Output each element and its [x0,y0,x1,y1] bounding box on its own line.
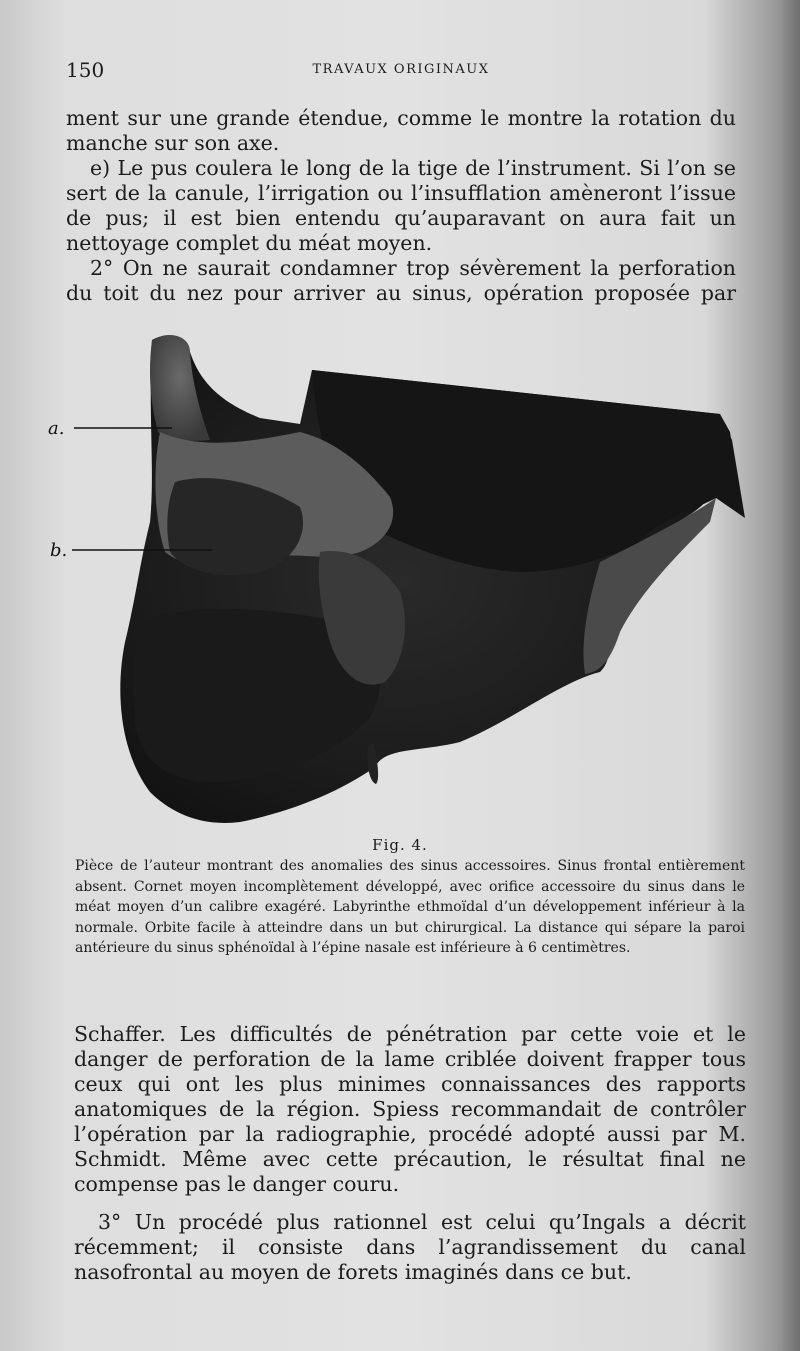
paragraph-ingals: 3° Un procédé plus rationnel est celui qu’Ingals a décrit récemment; il consiste dans l’agrandissement du canal nasofrontal au moyen de forets imaginés dans ce but. [74,1210,746,1284]
label-a: a. [48,418,65,439]
figure-caption: Pièce de l’auteur montrant des anomalies des sinus accessoires. Sinus frontal entièrement absent. Cornet moyen incomplètement développé, avec orifice accessoire du sinus dans le méat moyen d’un calibre exagéré. Labyrinthe ethmoïdal d’un développement inférieur à la normale. Orbite facile à atteindre dans un but chirurgical. La distance qui sépare la paroi antérieure du sinus sphénoïdal à l’épine nasale est inférieure à 6 centimètres. [75,858,745,956]
paragraph-pus: e) Le pus coulera le long de la tige de l’instrument. Si l’on se sert de la canule, l’irrigation ou l’insufflation amèneront l’issue de pus; il est bien entendu qu’auparavant on aura fait un nettoyage complet du méat moyen. [66,156,736,255]
page-number: 150 [66,58,105,82]
paragraph-rotation: ment sur une grande étendue, comme le montre la rotation du manche sur son axe. [66,106,736,155]
paragraph-perforation: 2° On ne saurait condamner trop sévèrement la perforation du toit du nez pour arriver au sinus, opération proposée par [66,256,736,305]
label-b: b. [50,540,68,561]
specimen-photo [40,322,760,842]
paragraph-schaffer: Schaffer. Les difficultés de pénétration par cette voie et le danger de perforation de la lame criblée doivent frapper tous ceux qui ont les plus minimes connaissances des rapports anatomiques de la région. Spiess recommandait de contrôler l’opération par la radiographie, procédé adopté aussi par M. Schmidt. Même avec cette précaution, le résultat final ne compense pas le danger couru. [74,1022,746,1196]
page-header [66,58,736,84]
anatomical-specimen-figure [40,322,760,842]
figure-number: Fig. 4. [372,836,428,854]
running-title: TRAVAUX ORIGINAUX [312,62,490,77]
